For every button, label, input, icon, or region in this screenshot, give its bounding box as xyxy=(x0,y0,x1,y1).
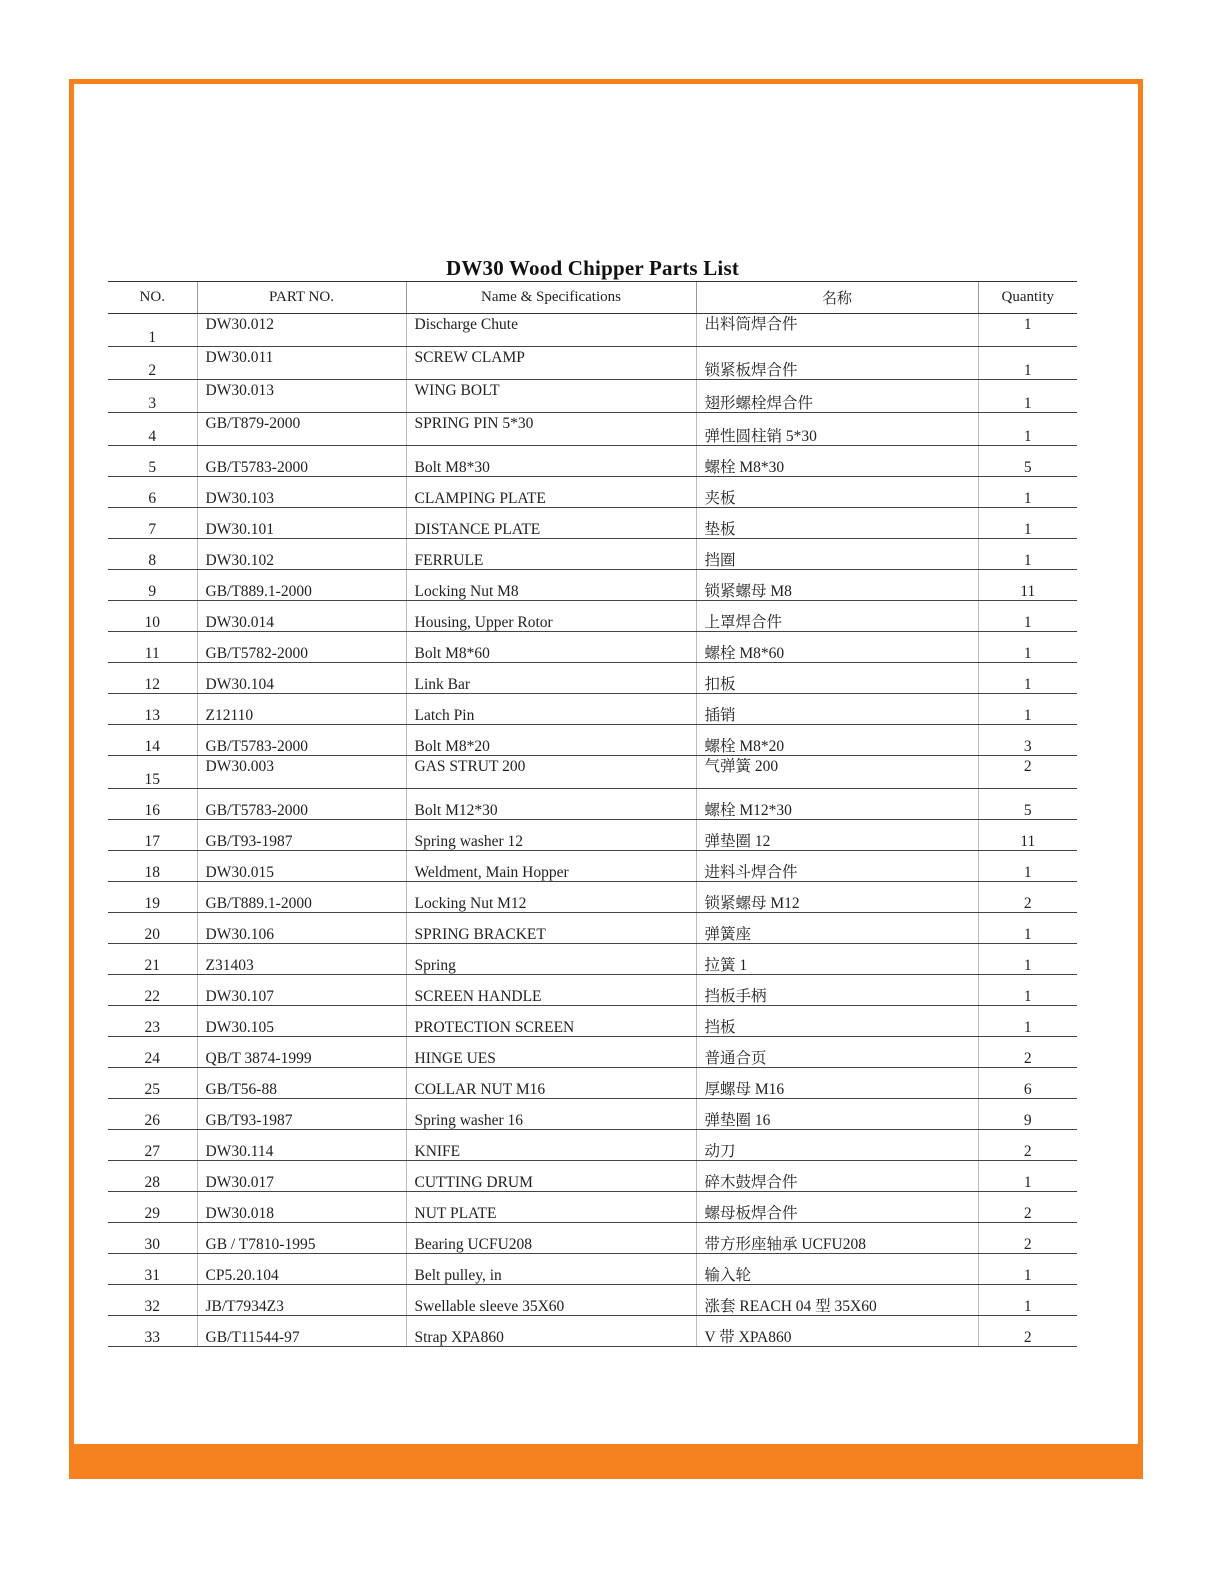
row-no: 7 xyxy=(108,508,197,539)
row-quantity: 2 xyxy=(978,1130,1077,1161)
table-row xyxy=(108,1316,1077,1347)
row-quantity: 1 xyxy=(978,632,1077,663)
row-part-no: DW30.107 xyxy=(197,975,406,1006)
row-chinese-name: 垫板 xyxy=(696,508,978,539)
table-row xyxy=(108,1130,1077,1161)
row-quantity: 1 xyxy=(978,380,1077,413)
row-spec: Swellable sleeve 35X60 xyxy=(406,1285,696,1316)
row-part-no: JB/T7934Z3 xyxy=(197,1285,406,1316)
table-row xyxy=(108,851,1077,882)
header-quantity: Quantity xyxy=(978,282,1077,314)
row-no: 6 xyxy=(108,477,197,508)
document-title: DW30 Wood Chipper Parts List xyxy=(445,256,740,280)
row-no: 18 xyxy=(108,851,197,882)
row-part-no: GB/T879-2000 xyxy=(197,413,406,446)
row-part-no: GB/T889.1-2000 xyxy=(197,570,406,601)
table-body xyxy=(108,314,1077,1347)
row-quantity: 1 xyxy=(978,477,1077,508)
row-part-no: GB/T93-1987 xyxy=(197,820,406,851)
row-chinese-name: 挡圈 xyxy=(696,539,978,570)
row-part-no: DW30.104 xyxy=(197,663,406,694)
row-part-no: QB/T 3874-1999 xyxy=(197,1037,406,1068)
row-chinese-name: 螺栓 M8*30 xyxy=(696,446,978,477)
row-quantity: 1 xyxy=(978,539,1077,570)
row-spec: Belt pulley, in xyxy=(406,1254,696,1285)
row-chinese-name: 弹垫圈 12 xyxy=(696,820,978,851)
row-part-no: DW30.017 xyxy=(197,1161,406,1192)
row-quantity: 1 xyxy=(978,913,1077,944)
row-no: 31 xyxy=(108,1254,197,1285)
row-no: 17 xyxy=(108,820,197,851)
table-row xyxy=(108,820,1077,851)
row-spec: PROTECTION SCREEN xyxy=(406,1006,696,1037)
row-spec: SCREW CLAMP xyxy=(406,347,696,380)
table-row xyxy=(108,347,1077,380)
row-part-no: DW30.102 xyxy=(197,539,406,570)
row-spec: NUT PLATE xyxy=(406,1192,696,1223)
row-chinese-name: 上罩焊合件 xyxy=(696,601,978,632)
row-chinese-name: 挡板 xyxy=(696,1006,978,1037)
row-part-no: DW30.014 xyxy=(197,601,406,632)
table-row xyxy=(108,1161,1077,1192)
row-spec: FERRULE xyxy=(406,539,696,570)
table-row xyxy=(108,1192,1077,1223)
row-spec: Bolt M8*60 xyxy=(406,632,696,663)
row-part-no: GB/T5782-2000 xyxy=(197,632,406,663)
row-spec: SPRING PIN 5*30 xyxy=(406,413,696,446)
table-row xyxy=(108,539,1077,570)
row-part-no: DW30.105 xyxy=(197,1006,406,1037)
row-spec: SPRING BRACKET xyxy=(406,913,696,944)
table-row xyxy=(108,1037,1077,1068)
row-quantity: 2 xyxy=(978,1037,1077,1068)
row-quantity: 2 xyxy=(978,1316,1077,1347)
table-row xyxy=(108,1006,1077,1037)
row-no: 5 xyxy=(108,446,197,477)
row-part-no: GB/T5783-2000 xyxy=(197,725,406,756)
row-quantity: 3 xyxy=(978,725,1077,756)
row-spec: GAS STRUT 200 xyxy=(406,756,696,789)
row-part-no: DW30.003 xyxy=(197,756,406,789)
row-no: 1 xyxy=(108,314,197,347)
row-spec: COLLAR NUT M16 xyxy=(406,1068,696,1099)
table-row xyxy=(108,477,1077,508)
row-part-no: Z31403 xyxy=(197,944,406,975)
row-no: 12 xyxy=(108,663,197,694)
row-spec: Housing, Upper Rotor xyxy=(406,601,696,632)
row-spec: Strap XPA860 xyxy=(406,1316,696,1347)
table-row xyxy=(108,570,1077,601)
row-no: 19 xyxy=(108,882,197,913)
row-part-no: DW30.012 xyxy=(197,314,406,347)
row-chinese-name: 涨套 REACH 04 型 35X60 xyxy=(696,1285,978,1316)
row-quantity: 1 xyxy=(978,694,1077,725)
row-no: 4 xyxy=(108,413,197,446)
row-spec: Latch Pin xyxy=(406,694,696,725)
row-quantity: 1 xyxy=(978,1285,1077,1316)
row-chinese-name: 挡板手柄 xyxy=(696,975,978,1006)
row-quantity: 1 xyxy=(978,347,1077,380)
row-chinese-name: 动刀 xyxy=(696,1130,978,1161)
row-quantity: 2 xyxy=(978,882,1077,913)
row-quantity: 2 xyxy=(978,756,1077,789)
table-row xyxy=(108,413,1077,446)
table-row xyxy=(108,601,1077,632)
table-row xyxy=(108,694,1077,725)
row-spec: Bolt M8*30 xyxy=(406,446,696,477)
row-no: 15 xyxy=(108,756,197,789)
table-row xyxy=(108,789,1077,820)
row-chinese-name: 进料斗焊合件 xyxy=(696,851,978,882)
row-quantity: 1 xyxy=(978,975,1077,1006)
row-chinese-name: 厚螺母 M16 xyxy=(696,1068,978,1099)
row-no: 24 xyxy=(108,1037,197,1068)
row-part-no: DW30.101 xyxy=(197,508,406,539)
row-chinese-name: 锁紧螺母 M12 xyxy=(696,882,978,913)
row-quantity: 1 xyxy=(978,314,1077,347)
row-part-no: GB/T889.1-2000 xyxy=(197,882,406,913)
row-no: 32 xyxy=(108,1285,197,1316)
row-no: 16 xyxy=(108,789,197,820)
row-quantity: 5 xyxy=(978,446,1077,477)
row-quantity: 1 xyxy=(978,413,1077,446)
row-spec: CLAMPING PLATE xyxy=(406,477,696,508)
row-quantity: 1 xyxy=(978,944,1077,975)
row-part-no: GB/T5783-2000 xyxy=(197,446,406,477)
row-quantity: 1 xyxy=(978,851,1077,882)
row-spec: Bolt M8*20 xyxy=(406,725,696,756)
row-no: 3 xyxy=(108,380,197,413)
row-spec: Bolt M12*30 xyxy=(406,789,696,820)
row-spec: KNIFE xyxy=(406,1130,696,1161)
row-quantity: 11 xyxy=(978,820,1077,851)
row-spec: Link Bar xyxy=(406,663,696,694)
row-part-no: DW30.106 xyxy=(197,913,406,944)
row-part-no: GB/T11544-97 xyxy=(197,1316,406,1347)
row-part-no: DW30.011 xyxy=(197,347,406,380)
row-chinese-name: 锁紧螺母 M8 xyxy=(696,570,978,601)
row-part-no: DW30.015 xyxy=(197,851,406,882)
row-quantity: 1 xyxy=(978,508,1077,539)
table-header-row xyxy=(108,282,1077,314)
row-quantity: 9 xyxy=(978,1099,1077,1130)
parts-table xyxy=(108,281,1077,1347)
row-spec: Weldment, Main Hopper xyxy=(406,851,696,882)
row-no: 9 xyxy=(108,570,197,601)
row-no: 33 xyxy=(108,1316,197,1347)
row-spec: Spring xyxy=(406,944,696,975)
table-row xyxy=(108,882,1077,913)
table-row xyxy=(108,1285,1077,1316)
row-no: 26 xyxy=(108,1099,197,1130)
header-part-no: PART NO. xyxy=(197,282,406,314)
row-part-no: DW30.013 xyxy=(197,380,406,413)
row-chinese-name: 插销 xyxy=(696,694,978,725)
row-no: 30 xyxy=(108,1223,197,1254)
table-row xyxy=(108,380,1077,413)
row-chinese-name: V 带 XPA860 xyxy=(696,1316,978,1347)
row-chinese-name: 气弹簧 200 xyxy=(696,756,978,789)
row-no: 21 xyxy=(108,944,197,975)
table-row xyxy=(108,725,1077,756)
row-no: 2 xyxy=(108,347,197,380)
row-no: 27 xyxy=(108,1130,197,1161)
row-chinese-name: 碎木鼓焊合件 xyxy=(696,1161,978,1192)
row-part-no: DW30.018 xyxy=(197,1192,406,1223)
row-part-no: Z12110 xyxy=(197,694,406,725)
row-part-no: CP5.20.104 xyxy=(197,1254,406,1285)
header-no: NO. xyxy=(108,282,197,314)
row-no: 23 xyxy=(108,1006,197,1037)
row-quantity: 1 xyxy=(978,663,1077,694)
row-spec: Locking Nut M8 xyxy=(406,570,696,601)
row-chinese-name: 螺母板焊合件 xyxy=(696,1192,978,1223)
row-spec: Bearing UCFU208 xyxy=(406,1223,696,1254)
table-row xyxy=(108,1068,1077,1099)
row-chinese-name: 锁紧板焊合件 xyxy=(696,347,978,380)
footer-bar xyxy=(69,1444,1143,1479)
table-row xyxy=(108,508,1077,539)
row-no: 8 xyxy=(108,539,197,570)
row-spec: Spring washer 12 xyxy=(406,820,696,851)
table-row xyxy=(108,1223,1077,1254)
row-part-no: DW30.103 xyxy=(197,477,406,508)
row-quantity: 1 xyxy=(978,1254,1077,1285)
row-chinese-name: 普通合页 xyxy=(696,1037,978,1068)
table-row xyxy=(108,663,1077,694)
row-quantity: 1 xyxy=(978,601,1077,632)
row-chinese-name: 出料筒焊合件 xyxy=(696,314,978,347)
row-spec: Locking Nut M12 xyxy=(406,882,696,913)
row-chinese-name: 弹性圆柱销 5*30 xyxy=(696,413,978,446)
row-no: 13 xyxy=(108,694,197,725)
row-part-no: GB / T7810-1995 xyxy=(197,1223,406,1254)
row-no: 20 xyxy=(108,913,197,944)
row-spec: DISTANCE PLATE xyxy=(406,508,696,539)
row-quantity: 1 xyxy=(978,1006,1077,1037)
row-chinese-name: 螺栓 M12*30 xyxy=(696,789,978,820)
row-chinese-name: 输入轮 xyxy=(696,1254,978,1285)
row-part-no: GB/T93-1987 xyxy=(197,1099,406,1130)
row-chinese-name: 拉簧 1 xyxy=(696,944,978,975)
row-no: 11 xyxy=(108,632,197,663)
row-no: 28 xyxy=(108,1161,197,1192)
row-quantity: 2 xyxy=(978,1192,1077,1223)
table-row xyxy=(108,944,1077,975)
row-part-no: GB/T5783-2000 xyxy=(197,789,406,820)
row-chinese-name: 翅形螺栓焊合件 xyxy=(696,380,978,413)
row-chinese-name: 夹板 xyxy=(696,477,978,508)
table-row xyxy=(108,756,1077,789)
row-quantity: 6 xyxy=(978,1068,1077,1099)
row-spec: Discharge Chute xyxy=(406,314,696,347)
row-no: 14 xyxy=(108,725,197,756)
table-row xyxy=(108,913,1077,944)
row-no: 29 xyxy=(108,1192,197,1223)
row-chinese-name: 螺栓 M8*20 xyxy=(696,725,978,756)
row-no: 25 xyxy=(108,1068,197,1099)
header-name-spec: Name & Specifications xyxy=(406,282,696,314)
row-spec: SCREEN HANDLE xyxy=(406,975,696,1006)
row-spec: CUTTING DRUM xyxy=(406,1161,696,1192)
row-chinese-name: 扣板 xyxy=(696,663,978,694)
row-chinese-name: 螺栓 M8*60 xyxy=(696,632,978,663)
row-spec: Spring washer 16 xyxy=(406,1099,696,1130)
row-chinese-name: 带方形座轴承 UCFU208 xyxy=(696,1223,978,1254)
header-chinese-name: 名称 xyxy=(696,282,978,314)
table-row xyxy=(108,632,1077,663)
row-spec: HINGE UES xyxy=(406,1037,696,1068)
table-row xyxy=(108,1254,1077,1285)
table-row xyxy=(108,314,1077,347)
row-no: 10 xyxy=(108,601,197,632)
row-spec: WING BOLT xyxy=(406,380,696,413)
row-part-no: DW30.114 xyxy=(197,1130,406,1161)
row-no: 22 xyxy=(108,975,197,1006)
table-row xyxy=(108,1099,1077,1130)
row-quantity: 5 xyxy=(978,789,1077,820)
table-row xyxy=(108,975,1077,1006)
row-chinese-name: 弹簧座 xyxy=(696,913,978,944)
row-quantity: 1 xyxy=(978,1161,1077,1192)
row-quantity: 11 xyxy=(978,570,1077,601)
table-row xyxy=(108,446,1077,477)
row-quantity: 2 xyxy=(978,1223,1077,1254)
row-chinese-name: 弹垫圈 16 xyxy=(696,1099,978,1130)
row-part-no: GB/T56-88 xyxy=(197,1068,406,1099)
